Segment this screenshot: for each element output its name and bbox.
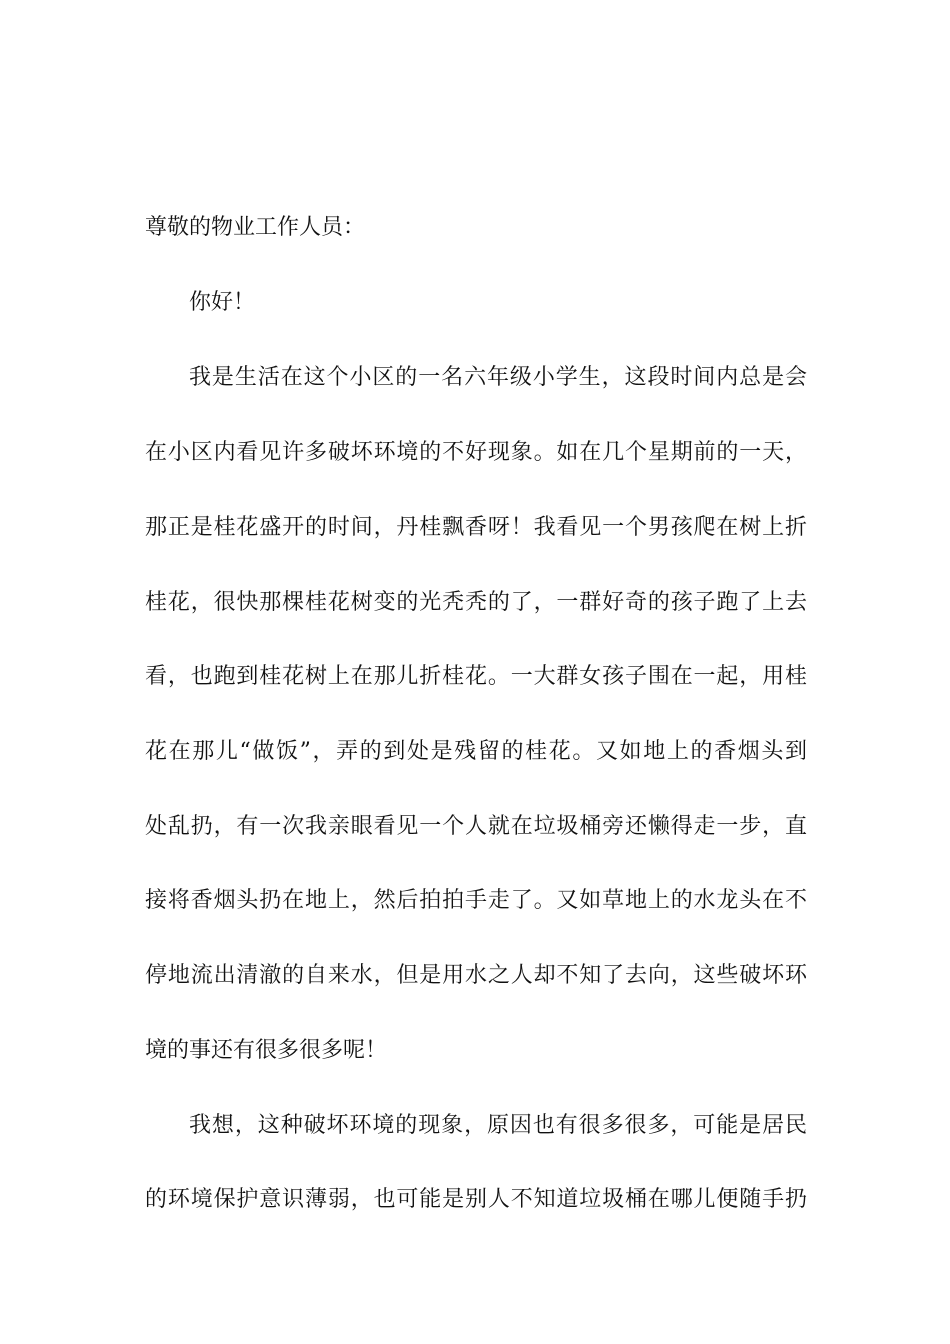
body-line: 在小区内看见许多破坏环境的不好现象。如在几个星期前的一天， (145, 440, 807, 465)
salutation: 尊敬的物业工作人员： (145, 215, 366, 240)
body-line: 花在那儿“做饭”，弄的到处是残留的桂花。又如地上的香烟头到 (145, 739, 807, 764)
body-line: 境的事还有很多很多呢！ (145, 1038, 388, 1063)
body-line: 的环境保护意识薄弱，也可能是别人不知道垃圾桶在哪儿便随手扔 (145, 1187, 807, 1212)
body-line: 那正是桂花盛开的时间，丹桂飘香呀！我看见一个男孩爬在树上折 (145, 515, 807, 540)
body-line: 接将香烟头扔在地上，然后拍拍手走了。又如草地上的水龙头在不 (145, 888, 807, 913)
body-line: 我是生活在这个小区的一名六年级小学生，这段时间内总是会 (189, 365, 807, 390)
greeting: 你好！ (189, 290, 256, 315)
body-line: 看，也跑到桂花树上在那儿折桂花。一大群女孩子围在一起，用桂 (145, 664, 807, 689)
body-line: 桂花，很快那棵桂花树变的光秃秃的了，一群好奇的孩子跑了上去 (145, 590, 807, 615)
body-line: 停地流出清澈的自来水，但是用水之人却不知了去向，这些破坏环 (145, 963, 807, 988)
body-line: 处乱扔，有一次我亲眼看见一个人就在垃圾桶旁还懒得走一步，直 (145, 814, 807, 839)
body-line: 我想，这种破坏环境的现象，原因也有很多很多，可能是居民 (189, 1113, 807, 1138)
